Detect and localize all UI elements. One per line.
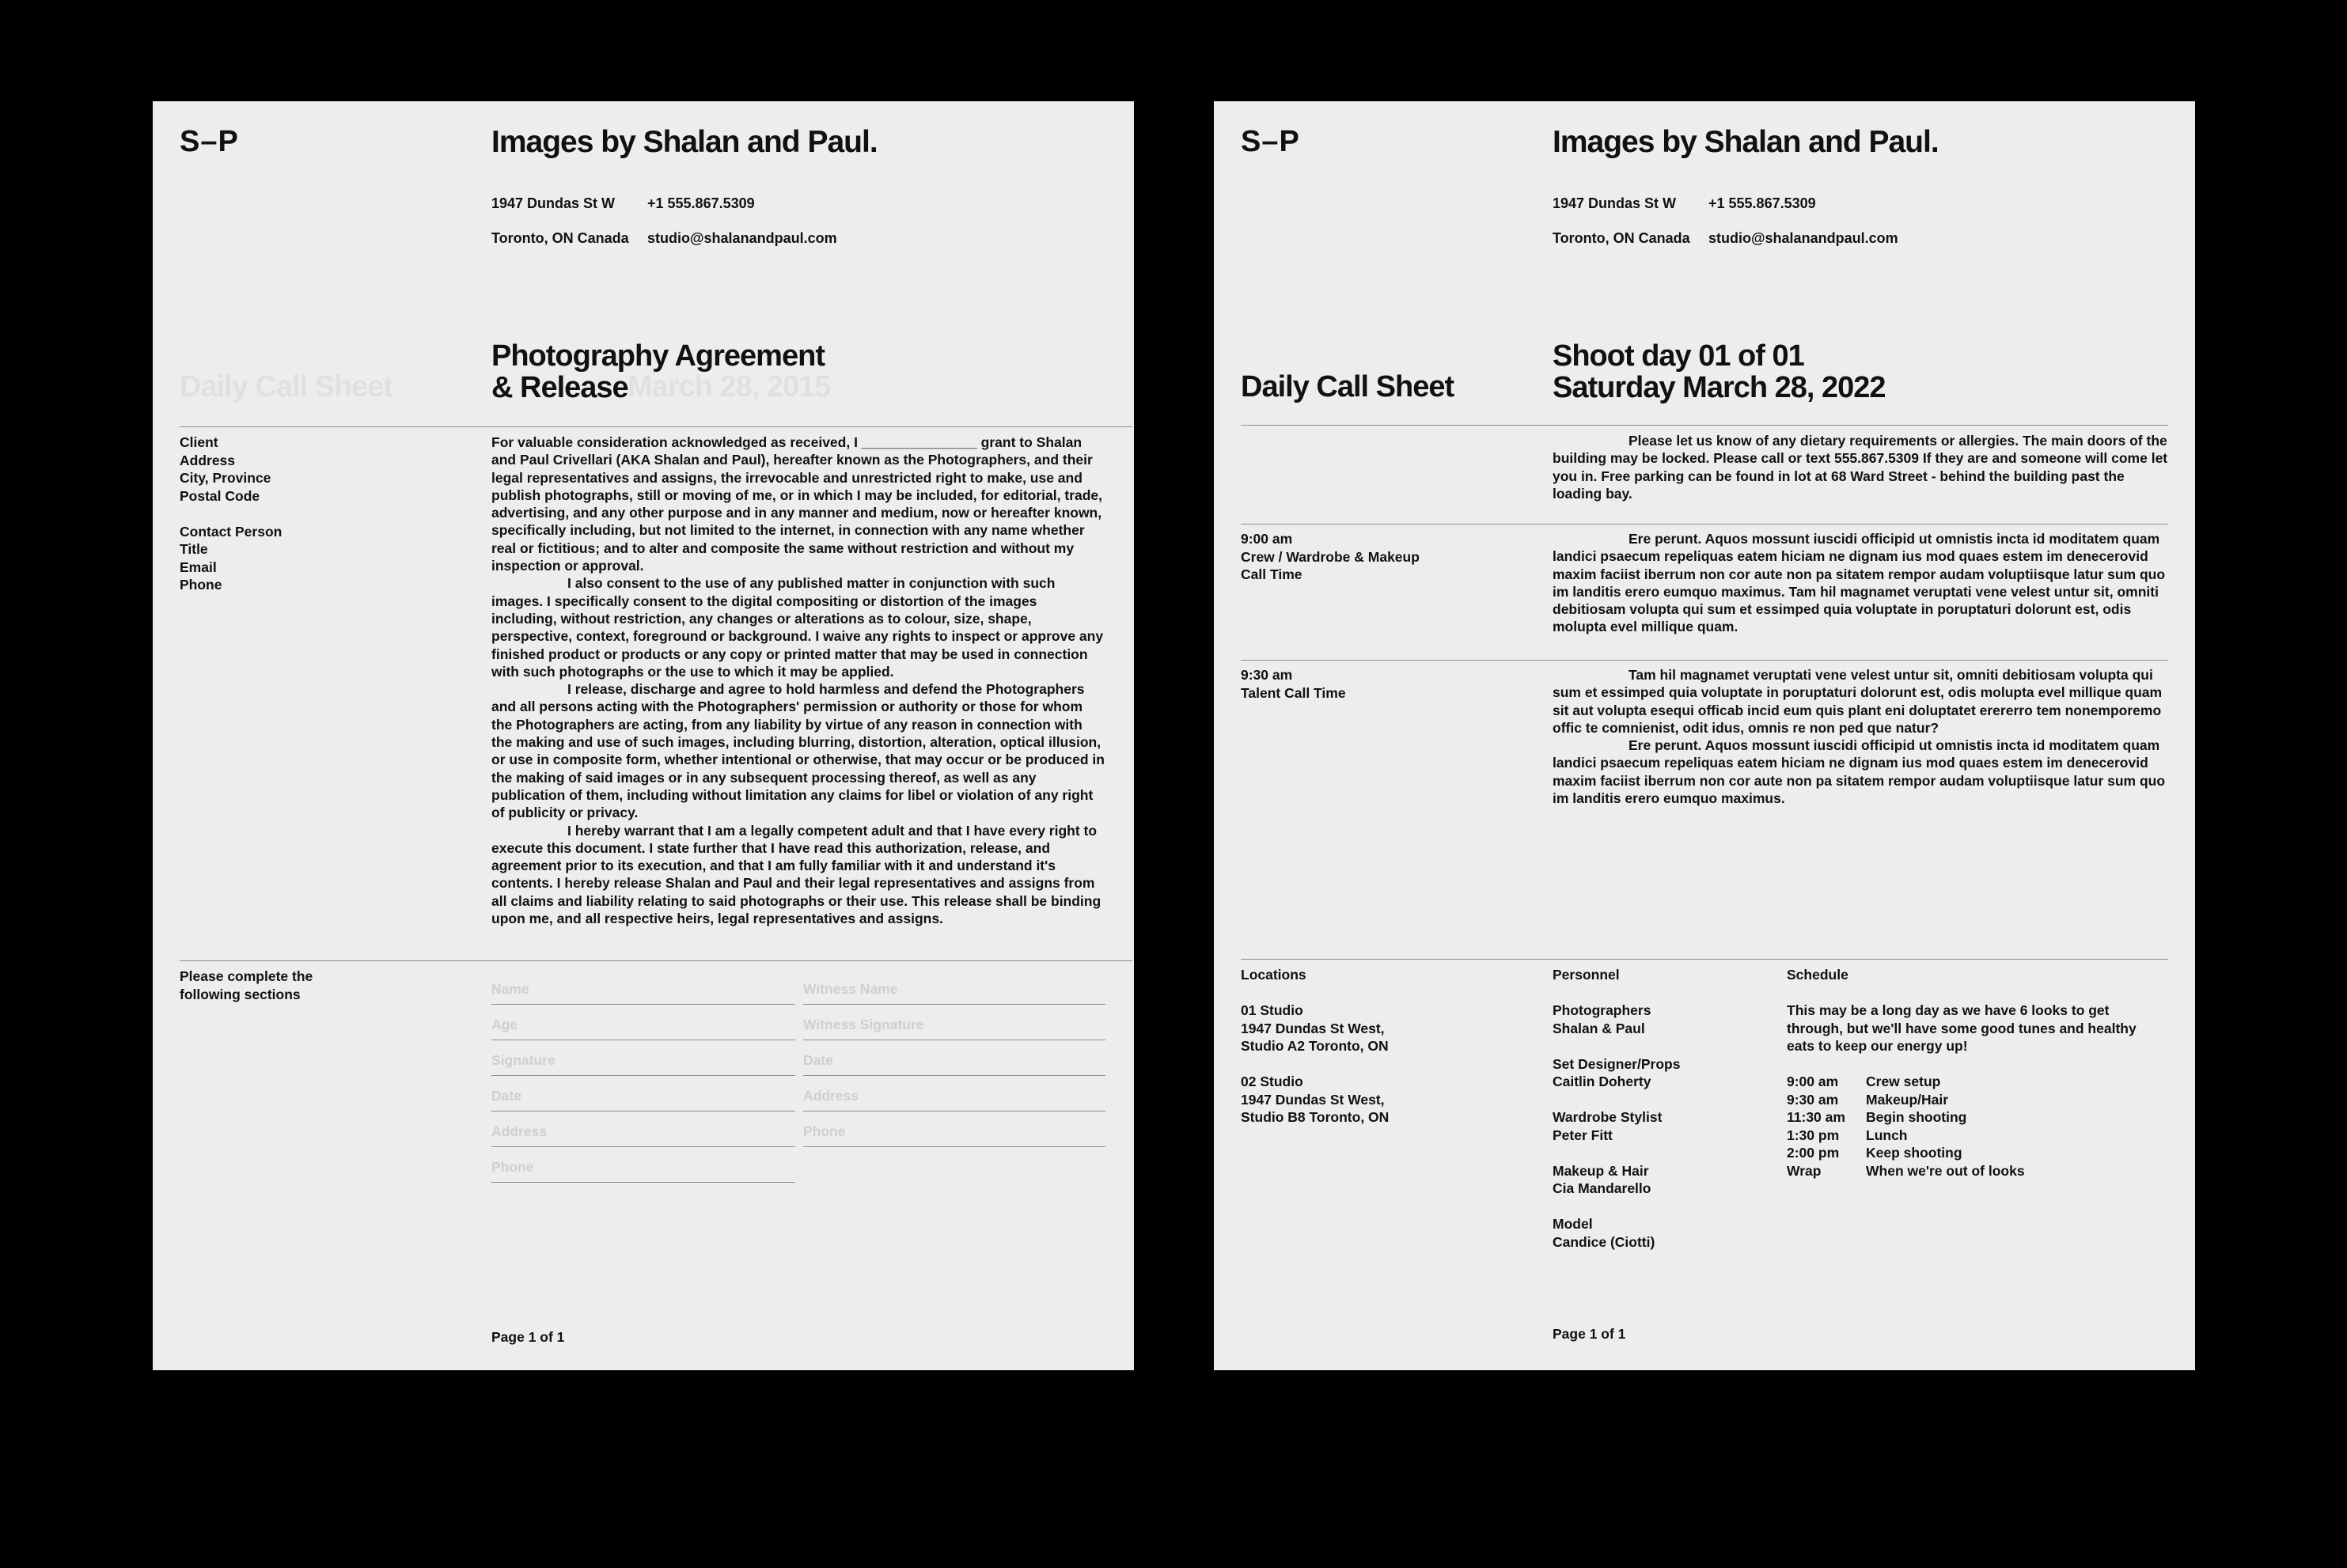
locations-heading: Locations (1241, 967, 1306, 983)
divider (1241, 660, 2168, 661)
personnel-heading: Personnel (1553, 967, 1620, 983)
call-time: 9:30 am (1241, 667, 1293, 683)
page-number: Page 1 of 1 (1553, 1326, 1626, 1342)
studio-contact (1708, 177, 1898, 264)
schedule-item: Lunch (1866, 1127, 1908, 1143)
witness-phone-field[interactable] (803, 1112, 1105, 1147)
schedule-row (1787, 1127, 2168, 1145)
personnel-name: Cia Mandarello (1553, 1180, 1651, 1196)
address-line: Toronto, ON Canada (491, 230, 629, 246)
schedule-item: Keep shooting (1866, 1145, 1962, 1161)
schedule-item: When we're out of looks (1866, 1162, 2025, 1179)
field-label: Phone (803, 1123, 846, 1139)
personnel-name: Shalan & Paul (1553, 1020, 1645, 1036)
ghost-date: March 28, 2015 (628, 370, 831, 403)
address-line: 1947 Dundas St W (491, 195, 616, 211)
phone-line: +1 555.867.5309 (1708, 195, 1816, 211)
field-label: Age (491, 1017, 518, 1032)
schedule-row (1787, 1108, 2168, 1127)
location-line: Studio A2 Toronto, ON (1241, 1038, 1389, 1054)
call-time: 9:00 am (1241, 531, 1293, 547)
field-label: Phone (180, 577, 222, 593)
divider (180, 960, 1132, 961)
schedule-item: Makeup/Hair (1866, 1091, 1949, 1108)
field-label: Phone (491, 1159, 534, 1175)
schedule-time: 9:30 am (1787, 1091, 1839, 1108)
age-field[interactable] (491, 1006, 795, 1040)
logo: S–P (180, 125, 239, 158)
field-label: Contact Person (180, 523, 282, 540)
paragraph: Ere perunt. Aquos mossunt iuscidi officipid ut omnistis incta id moditatem quam landici psaecum repeliquas eatem hiciam ne dignam ius mod quaes estem im denecerovid maxim faciist iberrum non cor aute non pa sitatem rempor audam voluptiisque latur sum quo im landitis erero eumquo maximus. Tam hil magnamet veruptati vene velest untur sit, omniti debitiosam volupta qui sum et essimped quia voluptate in poruptaturi dolorunt est, odis molupta evel millique quam. (1553, 531, 2166, 635)
name-field[interactable] (491, 970, 795, 1005)
phone-line: +1 555.867.5309 (647, 195, 755, 211)
paragraph: Tam hil magnamet veruptati vene velest untur sit, omniti debitiosam volupta qui sum et essimped quia voluptate in poruptaturi dolorunt est, odis molupta evel millique quam sit aut volupta esequi officab incid eum quis plant eni doluptatet erererro tem nonemporemo offic te comnienist, odit idus, omnis re non ped que natur? (1553, 667, 2163, 736)
location-line: 1947 Dundas St West, (1241, 1091, 1385, 1108)
schedule-row (1787, 1162, 2168, 1180)
schedule-item: Crew setup (1866, 1074, 1941, 1089)
side-title: Daily Call Sheet (1241, 370, 1454, 403)
document-title: Photography Agreement & Release (491, 339, 825, 404)
shoot-day-title: Shoot day 01 of 01 Saturday March 28, 2022 (1553, 339, 1886, 404)
divider (1241, 959, 2168, 960)
personnel-name: Caitlin Doherty (1553, 1074, 1651, 1089)
field-label: Title (180, 541, 208, 557)
email-line: studio@shalanandpaul.com (1708, 230, 1898, 246)
agreement-sheet (153, 101, 1134, 1370)
field-label: Address (180, 452, 236, 468)
paragraph: Please let us know of any dietary requirements or allergies. The main doors of the building may be locked. Please call or text 555.867.5309 If they are and someone will come let you in. Free parking can be found in lot at 68 Ward Street - behind the building past the loading bay. (1553, 433, 2168, 502)
paragraph: I also consent to the use of any published matter in conjunction with such images. I specifically consent to the digital compositing or distortion of the images including, without restriction, any changes or alterations as to colour, size, shape, perspective, context, foreground or background. I waive any rights to inspect or approve any finished product or products or any copy or printed matter that may be used in connection with such photographs or the use to which it may be applied. (491, 575, 1104, 680)
intro-text (1553, 432, 2168, 502)
paragraph: I release, discharge and agree to hold harmless and defend the Photographers and all persons acting with the Photographers' permission or authority or those for whom the Photographers are acting, from any liability by virtue of any reason in connection with the making and use of such images, including blurring, distortion, alteration, optical illusion, or use in composite form, whether intentional or otherwise, that may occur or be produced in the making of said images or in any subsequent processing thereof, as well as any publication of them, including without limitation any claims for libel or violation of any right of publicity or privacy. (491, 681, 1105, 821)
field-label: City, Province (180, 470, 271, 486)
page-number: Page 1 of 1 (491, 1329, 565, 1345)
divider (1241, 524, 2168, 525)
personnel-name: Peter Fitt (1553, 1127, 1613, 1143)
location-name: 01 Studio (1241, 1002, 1303, 1018)
signature-field[interactable] (491, 1041, 795, 1076)
call-label: Call Time (1241, 566, 1302, 582)
personnel-section (1553, 966, 1680, 1251)
callsheet-sheet (1214, 101, 2195, 1370)
field-label: Client (180, 434, 218, 450)
divider (1241, 425, 2168, 426)
schedule-row (1787, 1091, 2168, 1109)
location-line: 1947 Dundas St West, (1241, 1020, 1385, 1036)
talent-call-text (1553, 666, 2168, 807)
personnel-name: Candice (Ciotti) (1553, 1233, 1655, 1250)
date-field[interactable] (491, 1077, 795, 1112)
email-line: studio@shalanandpaul.com (647, 230, 837, 246)
studio-address (1553, 177, 1690, 264)
schedule-heading: Schedule (1787, 967, 1848, 983)
schedule-time: 2:00 pm (1787, 1145, 1840, 1161)
field-label: Witness Signature (803, 1017, 924, 1032)
phone-field[interactable] (491, 1148, 795, 1183)
call-group: Crew / Wardrobe & Makeup (1241, 548, 1420, 565)
witness-name-field[interactable] (803, 970, 1105, 1005)
address-line: 1947 Dundas St W (1553, 195, 1677, 211)
client-fields (180, 434, 282, 594)
schedule-section (1787, 966, 2168, 1180)
schedule-row (1787, 1073, 2168, 1091)
personnel-role: Model (1553, 1216, 1593, 1232)
locations-section (1241, 966, 1389, 1127)
schedule-time: 1:30 pm (1787, 1127, 1840, 1143)
address-line: Toronto, ON Canada (1553, 230, 1690, 246)
paragraph: Ere perunt. Aquos mossunt iuscidi officipid ut omnistis incta id moditatem quam landici psaecum repeliquas eatem hiciam ne dignam ius mod quaes estem im denecerovid maxim faciist iberrum non cor aute non pa sitatem rempor audam voluptiisque latur sum quo im landitis erero eumquo maximus. (1553, 737, 2166, 807)
brand-name: Images by Shalan and Paul. (1553, 125, 1939, 159)
crew-call-labels (1241, 530, 1420, 584)
studio-contact (647, 177, 837, 264)
schedule-time: 11:30 am (1787, 1109, 1845, 1125)
divider (180, 426, 1132, 427)
witness-address-field[interactable] (803, 1077, 1105, 1112)
crew-call-text (1553, 530, 2168, 636)
field-label: Witness Name (803, 981, 898, 997)
logo: S–P (1241, 125, 1300, 158)
address-field[interactable] (491, 1112, 795, 1147)
ghost-side-title: Daily Call Sheet (180, 370, 393, 403)
location-line: Studio B8 Toronto, ON (1241, 1109, 1390, 1125)
brand-name: Images by Shalan and Paul. (491, 125, 878, 159)
call-label: Talent Call Time (1241, 684, 1346, 701)
field-label: Address (491, 1123, 548, 1139)
paragraph: For valuable consideration acknowledged as received, I _______________ grant to Shalan and Paul Crivellari (AKA Shalan and Paul), hereafter known as the Photographers, and their legal representatives and assigns, the irrevocable and unrestricted right to make, use and publish photographs, still or moving of me, or in which I may be included, for editorial, trade, advertising, and any other purpose and in any manner and medium, now or hereafter known, specifically including, but not limited to the internet, in connection with any name whether real or fictitious; and to alter and composite the same without restriction and without my inspection or approval. (491, 434, 1103, 574)
field-label: Address (803, 1088, 859, 1104)
schedule-note: This may be a long day as we have 6 looks to get through, but we'll have some good tunes and healthy eats to keep our energy up! (1787, 1002, 2137, 1054)
paragraph: I hereby warrant that I am a legally competent adult and that I have every right to execute this document. I state further that I have read this authorization, release, and agreement prior to its execution, and that I am fully familiar with it and understand it's contents. I hereby release Shalan and Paul and their legal representatives and assigns from all claims and liability relating to said photographs or their use. This release shall be binding upon me, and all respective heirs, legal representatives and assigns. (491, 822, 1101, 927)
personnel-role: Makeup & Hair (1553, 1162, 1649, 1179)
talent-call-labels (1241, 666, 1346, 702)
complete-note: Please complete the following sections (180, 968, 313, 1002)
schedule-item: Begin shooting (1866, 1109, 1967, 1125)
witness-signature-field[interactable] (803, 1006, 1105, 1040)
personnel-role: Photographers (1553, 1002, 1651, 1018)
studio-address (491, 177, 629, 264)
personnel-role: Wardrobe Stylist (1553, 1109, 1663, 1125)
agreement-body (491, 434, 1105, 927)
field-label: Postal Code (180, 487, 260, 504)
field-label: Date (491, 1088, 521, 1104)
personnel-role: Set Designer/Props (1553, 1055, 1681, 1072)
field-label: Date (803, 1052, 833, 1068)
location-name: 02 Studio (1241, 1074, 1303, 1089)
witness-date-field[interactable] (803, 1041, 1105, 1076)
schedule-time: Wrap (1787, 1162, 1822, 1179)
schedule-time: 9:00 am (1787, 1074, 1839, 1089)
field-label: Signature (491, 1052, 555, 1068)
field-label: Email (180, 559, 217, 575)
schedule-row (1787, 1144, 2168, 1162)
field-label: Name (491, 981, 529, 997)
